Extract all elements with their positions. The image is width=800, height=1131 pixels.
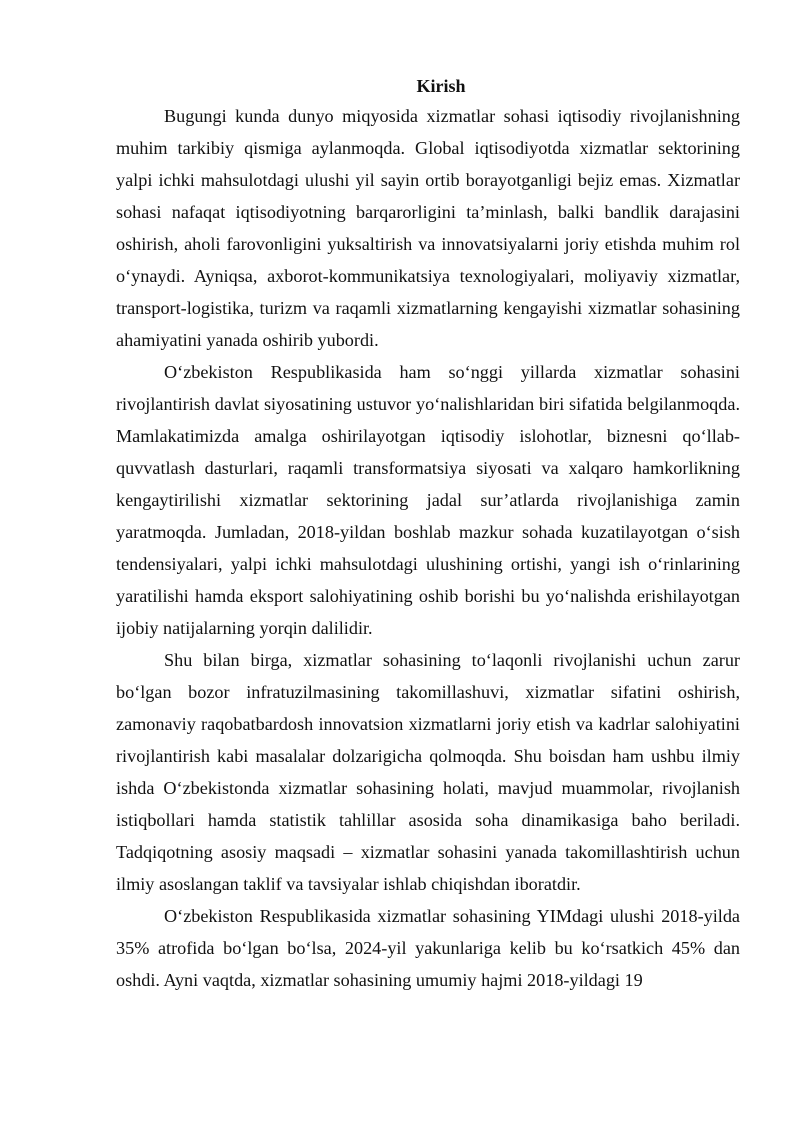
paragraph-statistics: O‘zbekiston Respublikasida xizmatlar sohasining YIMdagi ulushi 2018-yilda 35% atrofida bo‘lgan bo‘lsa, 2024-yil yakunlariga kelib bu ko‘rsatkich 45% dan oshdi. Ayni vaqtda, xizmatlar sohasining umumiy hajmi 2018-yildagi 19: [116, 906, 740, 990]
paragraph-introduction: Bugungi kunda dunyo miqyosida xizmatlar sohasi iqtisodiy rivojlanishning muhim tarkibiy qismiga aylanmoqda. Global iqtisodiyotda xizmatlar sektorining yalpi ichki mahsulotdagi ulushi yil sayin ortib borayotganligi bejiz emas. Xizmatlar sohasi nafaqat iqtisodiyotning barqarorligini ta’minlash, balki bandlik darajasini oshirish, aholi farovonligini yuksaltirish va innovatsiyalarni joriy etishda muhim rol o‘ynaydi. Ayniqsa, axborot-kommunikatsiya texnologiyalari, moliyaviy xizmatlar, transport-logistika, turizm va raqamli xizmatlarning kengayishi xizmatlar sohasining ahamiyatini yanada oshirib yubordi.: [116, 106, 740, 350]
paragraph-uzbekistan-policy: O‘zbekiston Respublikasida ham so‘nggi yillarda xizmatlar sohasini rivojlantirish davlat siyosatining ustuvor yo‘nalishlaridan biri sifatida belgilanmoqda. Mamlakatimizda amalga oshirilayotgan iqtisodiy islohotlar, biznesni qo‘llab-quvvatlash dasturlari, raqamli transformatsiya siyosati va xalqaro hamkorlikning kengaytirilishi xizmatlar sektorining jadal sur’atlarda rivojlanishiga zamin yaratmoqda. Jumladan, 2018-yildan boshlab mazkur sohada kuzatilayotgan o‘sish tendensiyalari, yalpi ichki mahsulotdagi ulushining ortishi, yangi ish o‘rinlarining yaratilishi hamda eksport salohiyatining oshib borishi bu yo‘nalishda erishilayotgan ijobiy natijalarning yorqin dalilidir.: [116, 362, 740, 638]
paragraph-research-goal: Shu bilan birga, xizmatlar sohasining to‘laqonli rivojlanishi uchun zarur bo‘lgan bozor infratuzilmasining takomillashuvi, xizmatlar sifatini oshirish, zamonaviy raqobatbardosh innovatsion xizmatlarni joriy etish va kadrlar salohiyatini rivojlantirish kabi masalalar dolzarigicha qolmoqda. Shu boisdan ham ushbu ilmiy ishda O‘zbekistonda xizmatlar sohasining holati, mavjud muammolar, rivojlanish istiqbollari hamda statistik tahlillar asosida soha dinamikasiga baho beriladi. Tadqiqotning asosiy maqsadi – xizmatlar sohasini yanada takomillashtirish uchun ilmiy asoslangan taklif va tavsiyalar ishlab chiqishdan iboratdir.: [116, 650, 740, 894]
section-title: Kirish: [416, 76, 466, 96]
document-body: [116, 72, 740, 996]
